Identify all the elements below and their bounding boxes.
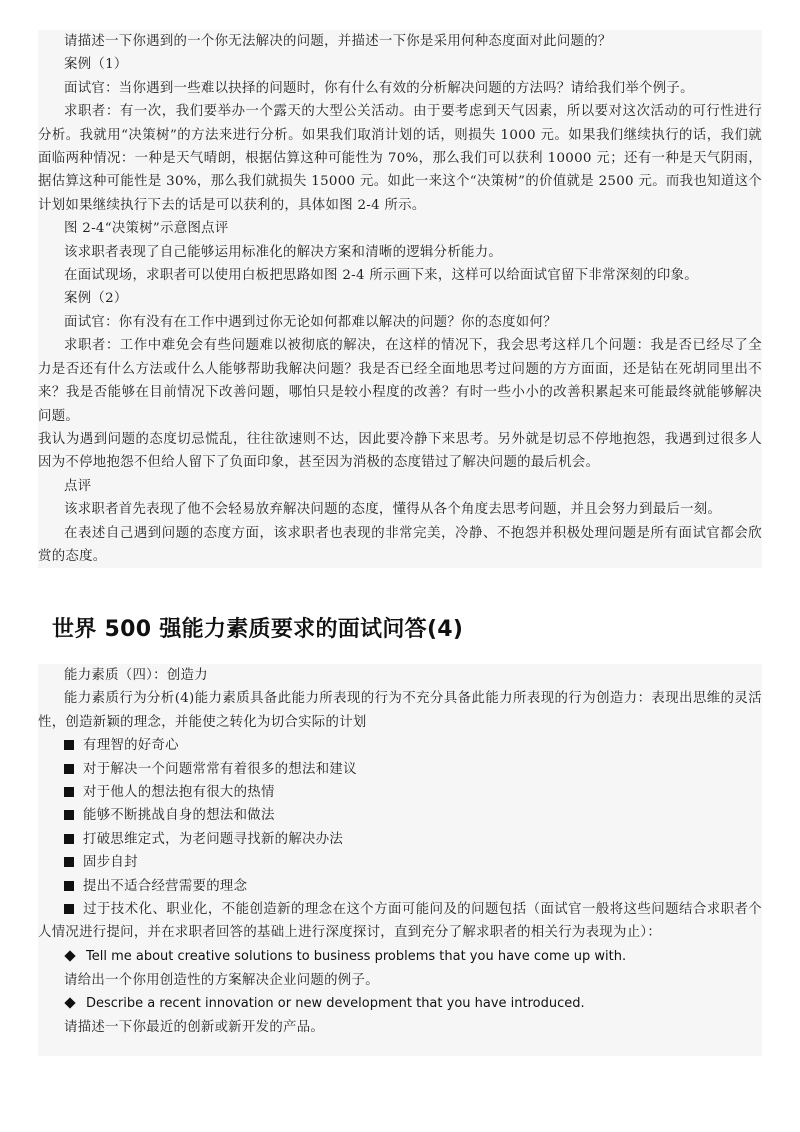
bullet-item: 打破思维定式，为老问题寻找新的解决办法 — [38, 828, 762, 851]
interviewer-question-1: 面试官：当你遇到一些难以抉择的问题时，你有什么有效的分析解决问题的方法吗？请给我们举个例子。 — [64, 80, 694, 96]
bullet-item: 对于他人的想法抱有很大的热情 — [38, 781, 762, 804]
bullet-item: 提出不适合经营需要的理念 — [38, 875, 762, 898]
square-bullet-icon — [64, 764, 74, 774]
bullet-item: 固步自封 — [38, 851, 762, 874]
diamond-bullet-icon — [64, 950, 75, 961]
bullet-item: 能够不断挑战自身的想法和做法 — [38, 804, 762, 827]
case-2-label: 案例（2） — [64, 291, 128, 307]
square-bullet-icon — [64, 881, 74, 891]
interviewer-question-2: 面试官：你有没有在工作中遇到过你无论如何都难以解决的问题？你的态度如何？ — [64, 314, 557, 330]
competency-analysis: 能力素质行为分析(4)能力素质具备此能力所表现的行为不充分具备此能力所表现的行为创造力：表现出思维的灵活性，创造新颖的理念，并能使之转化为切合实际的计划 — [38, 691, 762, 730]
bullet-item-long: 过于技术化、职业化，不能创造新的理念在这个方面可能问及的问题包括（面试官一般将这些问题结合求职者个人情况进行提问，并在求职者回答的基础上进行深度探讨，直到充分了解求职者的相关行为表现为止）： — [38, 902, 762, 941]
question-1-english: Tell me about creative solutions to business problems that you have come up with. — [38, 945, 762, 969]
review-paragraph-1: 该求职者首先表现了他不会轻易放弃解决问题的态度，懂得从各个角度去思考问题，并且会努力到最后一刻。 — [64, 502, 722, 518]
competency-title: 能力素质（四）：创造力 — [64, 668, 208, 683]
review-label: 点评 — [64, 478, 92, 494]
question-1-chinese: 请给出一个你用创造性的方案解决企业问题的例子。 — [64, 972, 379, 988]
question-2-english: Describe a recent innovation or new development that you have introduced. — [38, 992, 762, 1016]
comment-1: 该求职者表现了自己能够运用标准化的解决方案和清晰的逻辑分析能力。 — [64, 244, 503, 260]
diamond-bullet-icon — [64, 998, 75, 1009]
figure-caption: 图 2-4“决策树”示意图点评 — [64, 221, 229, 237]
square-bullet-icon — [64, 810, 74, 820]
question-2-chinese: 请描述一下你最近的创新或新开发的产品。 — [64, 1020, 325, 1036]
bullet-item: 对于解决一个问题常常有着很多的想法和建议 — [38, 758, 762, 781]
candidate-answer-2: 求职者：工作中难免会有些问题难以被彻底的解决，在这样的情况下，我会思考这样几个问题：我是否已经尽了全力是否还有什么方法或什么人能够帮助我解决问题？我是否已经全面地思考过问题的方方面面，还是钻在死胡同里出不来？我是否能够在目前情况下改善问题，哪怕只是较小程度的改善？有时一些小小的改善积累起来可能最终就能够解决问题。 — [38, 338, 762, 424]
section-heading: 世界 500 强能力素质要求的面试问答(4) — [52, 617, 464, 642]
square-bullet-icon — [64, 834, 74, 844]
square-bullet-icon — [64, 857, 74, 867]
square-bullet-icon — [64, 787, 74, 797]
square-bullet-icon — [64, 740, 74, 750]
bullet-item: 有理智的好奇心 — [38, 734, 762, 757]
bottom-text-block — [38, 664, 762, 1056]
case-1-label: 案例（1） — [64, 57, 128, 73]
review-paragraph-2: 在表述自己遇到问题的态度方面，该求职者也表现的非常完美，冷静、不抱怨并积极处理问题是所有面试官都会欣赏的态度。 — [38, 525, 762, 564]
candidate-answer-2-continued: 我认为遇到问题的态度切忌慌乱，往往欲速则不达，因此要冷静下来思考。另外就是切忌不停地抱怨，我遇到过很多人因为不停地抱怨不但给人留下了负面印象，甚至因为消极的态度错过了解决问题的最后机会。 — [38, 431, 762, 471]
top-text-block — [38, 30, 762, 568]
candidate-answer-1: 求职者：有一次，我们要举办一个露天的大型公关活动。由于要考虑到天气因素，所以要对这次活动的可行性进行分析。我就用“决策树”的方法来进行分析。如果我们取消计划的话，则损失 1000 元。如果我们继续执行的话，我们就面临两种情况：一种是天气晴朗，根据估算这种可能性为 70%，那么我们可以获利 10000 元；还有一种是天气阴雨，据估算这种可能性是 30%，那么我们就损失 15000 元。如此一来这个“决策树”的价值就是 2500 元。而我也知道这个计划如果继续执行下去的话是可以获利的，具体如图 2-4 所示。 — [38, 104, 762, 213]
comment-2: 在面试现场，求职者可以使用白板把思路如图 2-4 所示画下来，这样可以给面试官留下非常深刻的印象。 — [64, 268, 698, 284]
question-paragraph: 请描述一下你遇到的一个你无法解决的问题，并描述一下你是采用何种态度面对此问题的？ — [64, 34, 612, 49]
square-bullet-icon — [64, 904, 74, 914]
